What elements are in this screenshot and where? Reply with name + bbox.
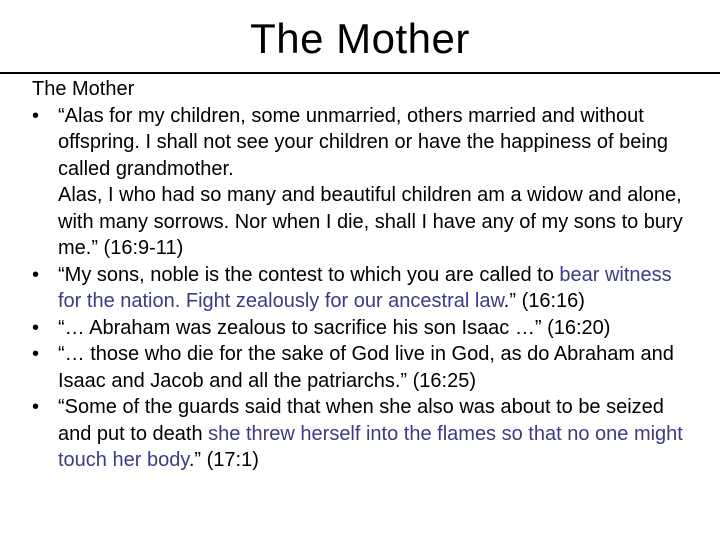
- slide-body: [32, 76, 697, 474]
- bullet-icon: •: [32, 316, 40, 339]
- bullet-item-1: [32, 103, 697, 262]
- bullet-highlight: she threw herself into the flames so that no one might touch her body: [58, 422, 683, 471]
- bullet-highlight: bear witness for the nation. Fight zealously for our ancestral law: [58, 263, 672, 312]
- bullet-text: “… those who die for the sake of God live in God, as do Abraham and Isaac and Jacob and all the patriarchs.” (16:25): [58, 343, 674, 392]
- bullet-icon: •: [32, 104, 40, 127]
- title-divider: [0, 72, 720, 74]
- slide-title: The Mother: [250, 15, 470, 62]
- bullet-item-5: [32, 394, 697, 474]
- bullet-icon: •: [32, 263, 40, 286]
- bullet-text: “… Abraham was zealous to sacrifice his son Isaac …” (16:20): [58, 316, 611, 339]
- bullet-item-2: [32, 262, 697, 315]
- bullet-list: [32, 103, 697, 474]
- bullet-item-3: [32, 315, 697, 342]
- bullet-item-4: [32, 341, 697, 394]
- bullet-text: “Some of the guards said that when she also was about to be seized and put to death: [58, 396, 664, 445]
- bullet-icon: •: [32, 396, 40, 418]
- body-heading: The Mother: [32, 78, 135, 100]
- bullet-citation: .” (16:16): [503, 290, 585, 312]
- bullet-text-continued: Alas, I who had so many and beautiful children am a widow and alone, with many sorrows. Nor when I die, shall I have any of my sons to bury me.” (16:9-11): [58, 184, 683, 259]
- bullet-icon: •: [32, 343, 40, 365]
- bullet-text: “Alas for my children, some unmarried, others married and without offspring. I shall not see your children or have the happiness of being called grandmother.: [58, 104, 669, 180]
- bullet-citation: .” (17:1): [188, 449, 259, 471]
- bullet-text: “My sons, noble is the contest to which you are called to: [58, 263, 560, 286]
